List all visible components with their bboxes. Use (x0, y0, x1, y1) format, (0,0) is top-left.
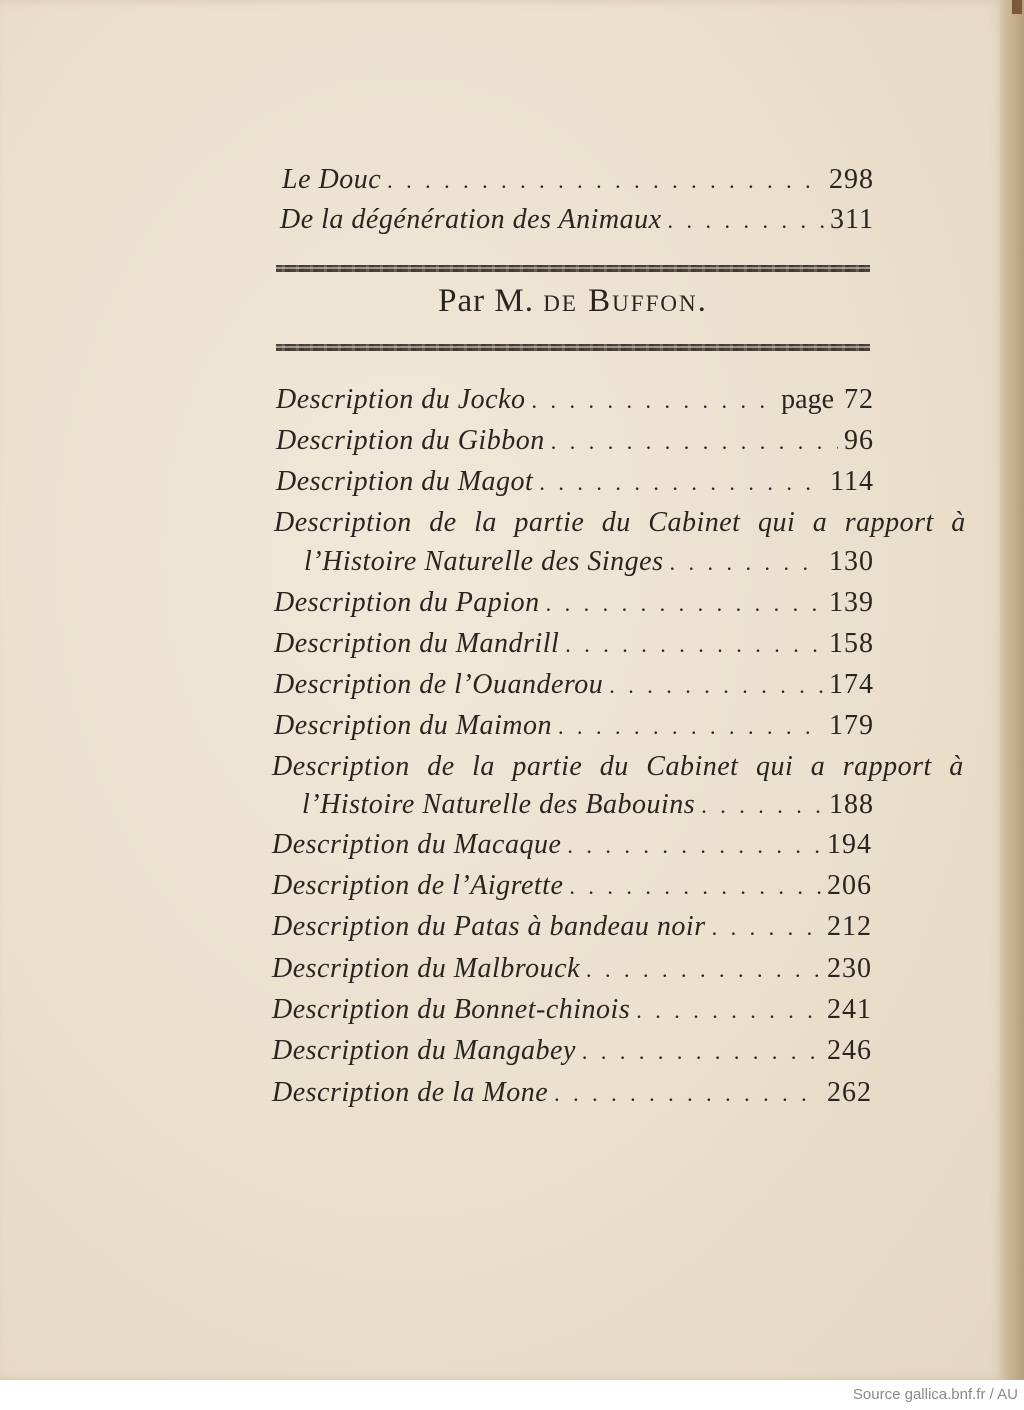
dot-leader (546, 593, 823, 615)
ornamental-rule-bottom (276, 344, 870, 351)
toc-entry-le-douc (282, 166, 874, 194)
dot-leader (565, 634, 823, 656)
toc-entry-page: 206 (827, 870, 872, 901)
toc-entry-page: 311 (830, 204, 874, 235)
toc-entry-title: Description du Macaque (272, 829, 562, 860)
source-attribution: Source gallica.bnf.fr / AU (852, 1386, 1018, 1403)
toc-entry-page: 246 (827, 1035, 872, 1066)
toc-entry-jocko (276, 386, 874, 414)
dot-leader (558, 716, 823, 738)
toc-entry-page: 179 (829, 710, 874, 741)
toc-entry-page: 230 (827, 953, 872, 984)
dot-leader (701, 795, 823, 817)
dot-leader (636, 1000, 821, 1022)
dot-leader (539, 472, 824, 494)
toc-entry-page: 241 (827, 994, 872, 1025)
toc-entry-title: Description de l’Ouanderou (274, 669, 604, 700)
heading-prefix: Par M. (438, 283, 534, 319)
toc-entry-page: 188 (829, 789, 874, 820)
toc-entry-gibbon (276, 427, 874, 455)
toc-entry-page: 298 (829, 164, 874, 195)
binding-mark (1012, 0, 1022, 14)
dot-leader (668, 210, 825, 232)
toc-entry-page: 194 (827, 829, 872, 860)
toc-entry-title: Description du Malbrouck (272, 953, 581, 984)
toc-entry-title: Le Douc (282, 164, 382, 195)
toc-entry-title: l’Histoire Naturelle des Singes (304, 546, 664, 577)
toc-entry-magot (276, 468, 874, 496)
toc-entry-title: Description du Patas à bandeau noir (272, 911, 706, 942)
toc-entry-title: l’Histoire Naturelle des Babouins (302, 789, 696, 820)
toc-entry-mangabey (272, 1037, 872, 1065)
toc-entry-cabinet-singes (304, 548, 874, 576)
heading-name: de Buffon. (543, 283, 708, 319)
toc-entry-patas (272, 913, 872, 941)
toc-entry-title: Description du Gibbon (276, 425, 545, 456)
toc-entry-macaque (272, 831, 872, 859)
toc-entry-title: Description du Jocko (276, 384, 526, 415)
toc-entry-page: 139 (829, 587, 874, 618)
section-heading (276, 283, 870, 320)
dot-leader (551, 431, 838, 453)
toc-entry-page: 130 (829, 546, 874, 577)
toc-entry-mone (272, 1079, 872, 1107)
toc-page-prefix: page (781, 384, 834, 415)
page-edge (1000, 0, 1024, 1380)
dot-leader (582, 1041, 821, 1063)
toc-entry-mandrill (274, 630, 874, 658)
toc-entry-title: Description de l’Aigrette (272, 870, 564, 901)
dot-leader (586, 959, 821, 981)
dot-leader (554, 1083, 821, 1105)
toc-entry-cabinet-babouins (302, 791, 874, 819)
toc-entry-maimon (274, 712, 874, 740)
dot-leader (609, 675, 823, 697)
dot-leader (387, 170, 823, 192)
toc-entry-page: 114 (830, 466, 874, 497)
toc-entry-title: Description du Mandrill (274, 628, 560, 659)
dot-leader (567, 835, 821, 857)
ornamental-rule-top (276, 265, 870, 272)
toc-entry-page: 174 (829, 669, 874, 700)
toc-entry-cabinet-babouins-line1: Description de la partie du Cabinet qui a rapport à (272, 751, 964, 782)
toc-entry-papion (274, 589, 874, 617)
dot-leader (532, 390, 776, 412)
dot-leader (670, 552, 824, 574)
dot-leader (712, 917, 821, 939)
toc-entry-page: 96 (844, 425, 874, 456)
toc-entry-bonnet-chinois (272, 996, 872, 1024)
toc-entry-title: Description du Magot (276, 466, 534, 497)
toc-entry-degeneration (280, 206, 874, 234)
dot-leader (569, 876, 821, 898)
toc-entry-page: 262 (827, 1077, 872, 1108)
toc-entry-title: Description du Mangabey (272, 1035, 576, 1066)
toc-entry-malbrouck (272, 955, 872, 983)
toc-entry-title: Description de la Mone (272, 1077, 549, 1108)
toc-entry-title: Description du Papion (274, 587, 540, 618)
toc-entry-page: 158 (829, 628, 874, 659)
toc-entry-title: De la dégénération des Animaux (280, 204, 662, 235)
toc-entry-title: Description du Maimon (274, 710, 553, 741)
toc-entry-cabinet-singes-line1: Description de la partie du Cabinet qui a rapport à (274, 507, 966, 538)
toc-entry-page: 72 (844, 384, 874, 415)
toc-entry-aigrette (272, 872, 872, 900)
toc-entry-title: Description du Bonnet-chinois (272, 994, 631, 1025)
toc-entry-page: 212 (827, 911, 872, 942)
toc-entry-ouanderou (274, 671, 874, 699)
